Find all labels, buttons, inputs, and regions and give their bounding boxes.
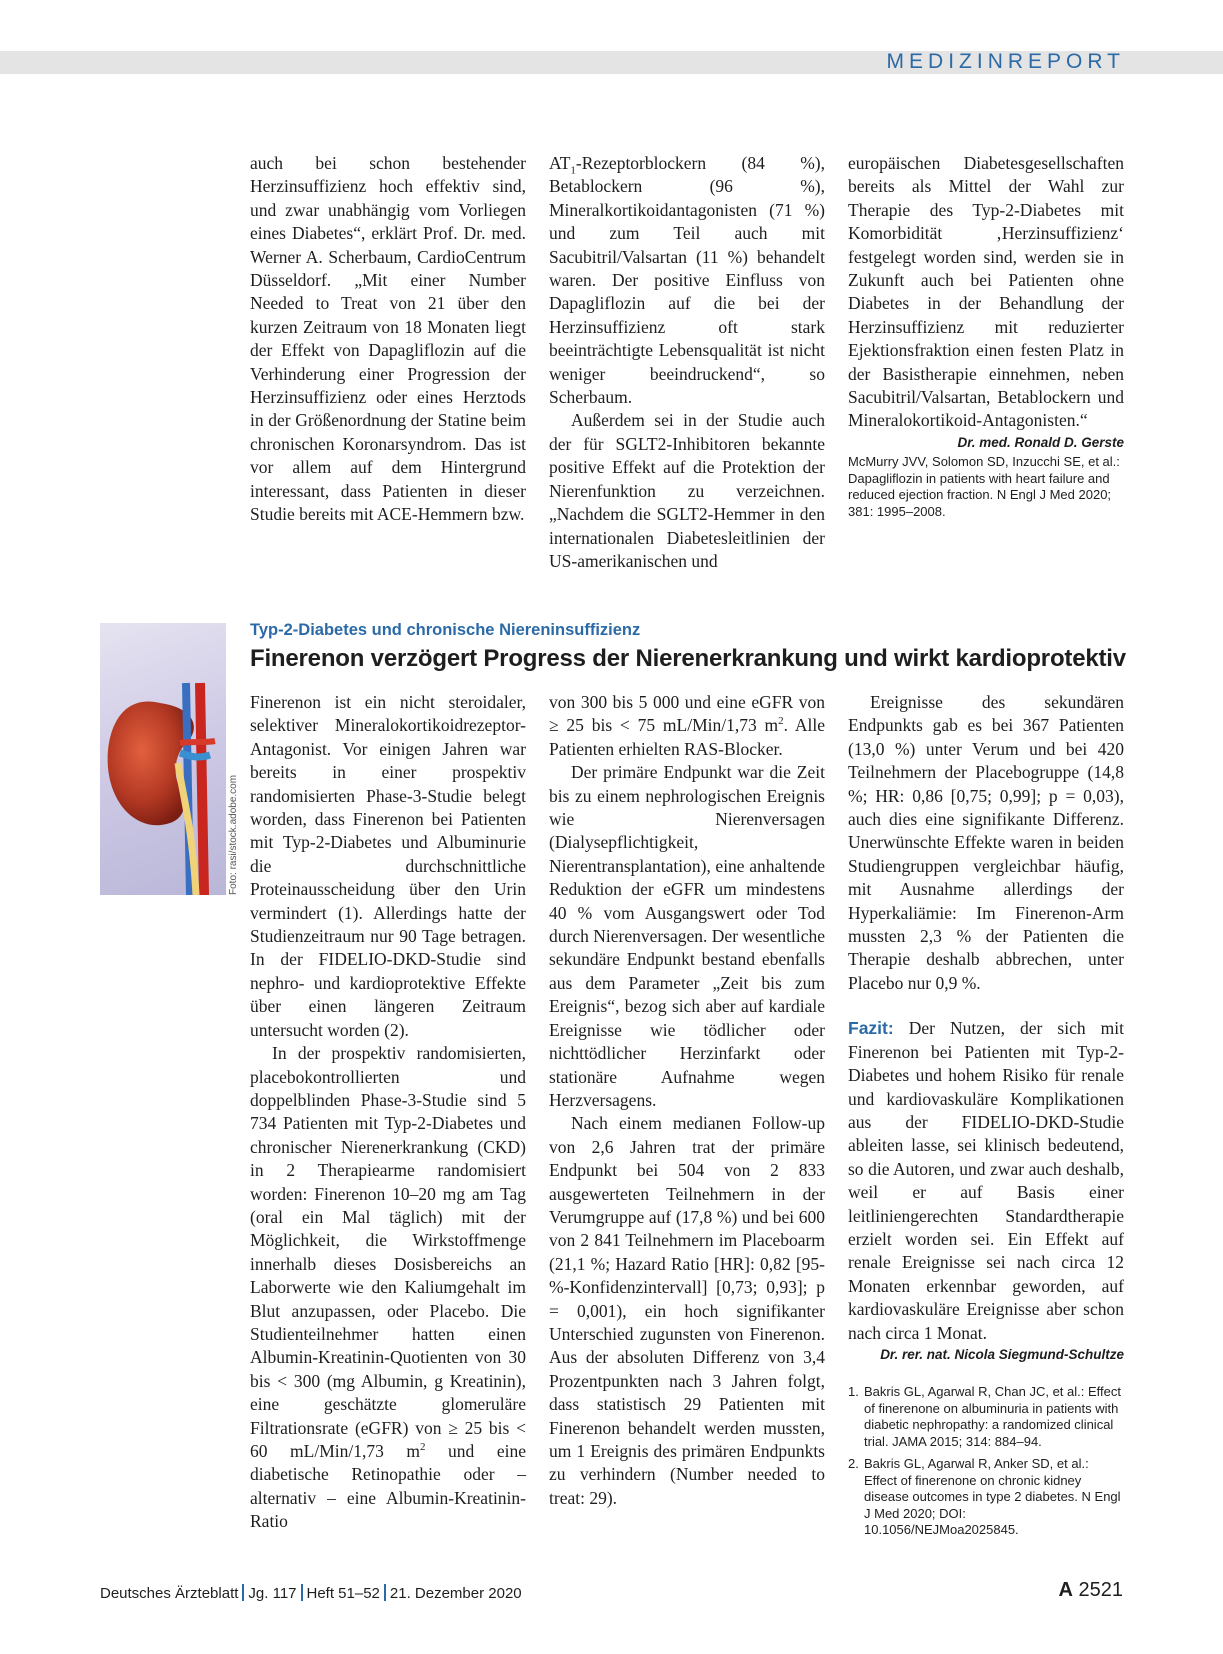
reference: McMurry JVV, Solomon SD, Inzucchi SE, et al.: Dapagliflozin in patients with heart failure and reduced ejection fraction. N Engl J Med 2020; 381: 1995–2008. bbox=[848, 454, 1120, 519]
text-span: europäischen Diabetesgesellschaften bereits als Mittel der Wahl zur Therapie des Typ-2-Diabetes mit Komorbidität ‚Herzinsuffizienz‘ festgelegt worden sind, werden sie in Zukunft auch bei Patienten ohne Diabetes in der Behandlung der Herzinsuffizienz mit reduzierter Ejektionsfraktion einen festen Platz in der Basistherapie einnehmen, neben Sacubitril/Valsartan, Betablockern und Mineralokortikoid-Antagonisten.“ bbox=[848, 153, 1124, 431]
paragraph bbox=[549, 152, 825, 409]
top-article-column-3 bbox=[848, 152, 1124, 520]
spacer bbox=[848, 995, 1124, 1017]
volume: Jg. 117 bbox=[248, 1585, 297, 1602]
article-kicker: Typ-2-Diabetes und chronische Niereninsuffizienz bbox=[250, 621, 641, 639]
text-span: . Alle Patienten erhielten RAS-Blocker. bbox=[549, 715, 825, 759]
reference-number: 2. bbox=[848, 1456, 859, 1472]
text-span: Der Nutzen, der sich mit Finerenon bei Patienten mit Typ-2-Diabetes und hohem Risiko für renale und kardiovaskuläre Komplikationen aus der FIDELIO-DKD-Studie ableiten lasse, sei klinisch bedeutend, so die Autoren, und zwar auch deshalb, weil er auf Basis einer leitliniengerechten Standardtherapie erzielt worden sei. Ein Effekt auf renale Ereignisse sei nach circa 12 Monaten erkennbar geworden, auf kardiovaskuläre Ereignisse aber schon nach circa 1 Monat. bbox=[848, 1018, 1124, 1343]
page-footer bbox=[100, 1584, 522, 1602]
author-byline: Dr. rer. nat. Nicola Siegmund-Schultze bbox=[880, 1346, 1124, 1362]
text-span: In der prospektiv randomisierten, placebokontrollierten und doppelblinden Phase-3-Studie sind 5 734 Patienten mit Typ-2-Diabetes und chronischer Nierenerkrankung (CKD) in 2 Therapiearme randomisiert worden: Finerenon 10–20 mg am Tag (oral ein Mal täglich) mit der Möglichkeit, die Wirkstoffmenge innerhalb dieses Dosisbereichs an Laborwerte wie den Kaliumgehalt im Blut anzupassen, oder Placebo. Die Studienteilnehmer hatten einen Albumin-Kreatinin-Quotienten von 30 bis < 300 (mg Albumin, g Kreatinin), eine geschätzte glomeruläre Filtrationsrate (eGFR) von ≥ 25 bis < 60 mL/Min/1,73 m bbox=[250, 1043, 526, 1461]
fazit-label: Fazit: bbox=[848, 1018, 894, 1039]
article-headline: Finerenon verzögert Progress der Nierenerkrankung und wirkt kardioprotektiv bbox=[250, 645, 1126, 672]
author-byline: Dr. med. Ronald D. Gerste bbox=[957, 434, 1124, 450]
top-article-column-1 bbox=[250, 152, 526, 527]
journal-name: Deutsches Ärzteblatt bbox=[100, 1585, 239, 1602]
page-number-value: 2521 bbox=[1078, 1579, 1123, 1601]
section-label: MEDIZINREPORT bbox=[886, 50, 1125, 73]
paragraph bbox=[848, 152, 1124, 433]
paragraph: Ereignisse des sekundären Endpunkts gab es bei 367 Patienten (13,0 %) unter Verum und bei 420 Teilnehmern der Placebogruppe (14,8 %; HR: 0,86 [0,75; 0,99]; p = 0,03), auch dies eine signifikante Differenz. Unerwünschte Effekte waren in beiden Studiengruppen vergleichbar häufig, mit Ausnahme allerdings der Hyperkaliämie: Im Finerenon-Arm mussten 2,3 % der Patienten die Therapie deshalb abbrechen, unter Placebo nur 0,9 %. bbox=[848, 692, 1124, 993]
photo-credit: Foto: rasi/stock.adobe.com bbox=[228, 774, 239, 895]
issue-date: 21. Dezember 2020 bbox=[389, 1585, 522, 1602]
fazit-paragraph bbox=[848, 1017, 1124, 1345]
article-column-2 bbox=[549, 691, 825, 1510]
reference-text: Bakris GL, Agarwal R, Anker SD, et al.: Effect of finerenone on chronic kidney disease outcomes in type 2 diabetes. N Engl J Med 2020; DOI: 10.1056/NEJMoa2025845. bbox=[864, 1456, 1121, 1538]
article-column-3 bbox=[848, 691, 1124, 1545]
paragraph bbox=[549, 691, 825, 761]
kidney-icon bbox=[100, 623, 226, 895]
text-span: von 300 bis 5 000 und eine eGFR von ≥ 25 bis < 75 mL/Min/1,73 m bbox=[549, 692, 825, 736]
text-span: AT bbox=[549, 153, 571, 173]
reference-number: 1. bbox=[848, 1384, 859, 1400]
reference-item bbox=[848, 1384, 1124, 1450]
superscript: 2 bbox=[420, 1441, 426, 1454]
footer-separator bbox=[384, 1584, 386, 1601]
paragraph: Nach einem medianen Follow-up von 2,6 Jahren trat der primäre Endpunkt bei 504 von 2 833 ausgewerteten Teilnehmern in der Verumgruppe auf (17,8 %) und bei 600 von 2 841 Teilnehmern im Placeboarm (21,1 %; Hazard Ratio [HR]: 0,82 [95-%-Konfidenzintervall] [0,73; 0,93]; p = 0,001), ein hoch signifikanter Unterschied zugunsten von Finerenon. Aus der absoluten Differenz von 3,4 Prozentpunkten nach 3 Jahren folgt, dass statistisch 29 Patienten mit Finerenon behandelt werden mussten, um 1 Ereignis des primären Endpunkts zu verhindern (Number needed to treat: 29). bbox=[549, 1113, 825, 1508]
kidney-illustration bbox=[100, 623, 226, 895]
paragraph bbox=[250, 1042, 526, 1534]
paragraph: Außerdem sei in der Studie auch der für SGLT2-Inhibitoren bekannte positive Effekt auf die Protektion der Nierenfunktion zu verzeichnen. „Nachdem die SGLT2-Hemmer in den internationalen Diabetesleitlinien der US-amerikanischen und bbox=[549, 410, 825, 571]
top-article-column-2 bbox=[549, 152, 825, 573]
reference-list bbox=[848, 1384, 1124, 1539]
reference-item bbox=[848, 1456, 1124, 1539]
paragraph: Finerenon ist ein nicht steroidaler, selektiver Mineralokortikoidrezeptor-Antagonist. Vor einigen Jahren war bereits in einer prospektiv randomisierten Phase-3-Studie belegt worden, dass Finerenon bei Patienten mit Typ-2-Diabetes und Albuminurie die durchschnittliche Proteinausscheidung über den Urin vermindert (1). Allerdings hatte der Studienzeitraum nur 90 Tage betragen. In der FIDELIO-DKD-Studie sind nephro- und kardioprotektive Effekte über einen längeren Zeitraum untersucht worden (2). bbox=[250, 692, 526, 1040]
footer-separator bbox=[301, 1584, 303, 1601]
page-prefix: A bbox=[1058, 1579, 1073, 1601]
text-span: und eine diabetische Retinopathie oder – alternativ – eine Albumin-Kreatinin-Ratio bbox=[250, 1441, 526, 1532]
page-number bbox=[1058, 1579, 1123, 1602]
paragraph: auch bei schon bestehender Herzinsuffizienz hoch effektiv sind, und zwar unabhängig vom Vorliegen eines Diabetes“, erklärt Prof. Dr. med. Werner A. Scherbaum, CardioCentrum Düsseldorf. „Mit einer Number Needed to Treat von 21 über den kurzen Zeitraum von 18 Monaten liegt der Effekt von Dapagliflozin auf die Verhinderung einer Progression der Herzinsuffizienz oder eines Herztods in der Größenordnung der Statine beim chronischen Koronarsyndrom. Das ist vor allem auf dem Hintergrund interessant, dass Patienten in dieser Studie bereits mit ACE-Hemmern bzw. bbox=[250, 153, 526, 525]
footer-separator bbox=[242, 1584, 244, 1601]
issue: Heft 51–52 bbox=[306, 1585, 380, 1602]
paragraph: Der primäre Endpunkt war die Zeit bis zu einem nephrologischen Ereignis wie Nierenversagen (Dialysepflichtigkeit, Nierentransplantation), eine anhaltende Reduktion der eGFR um mindestens 40 % vom Ausgangswert oder Tod durch Nierenversagen. Der wesentliche sekundäre Endpunkt bestand ebenfalls aus dem Parameter „Zeit bis zum Ereignis“, bezog sich aber auf kardiale Ereignisse wie tödlicher oder nichttödlicher Herzinfarkt oder stationäre Aufnahme wegen Herzversagens. bbox=[549, 762, 825, 1110]
text-span: -Rezeptorblockern (84 %), Betablockern (96 %), Mineralkortikoidantagonisten (71 %) und zum Teil auch mit Sacubitril/Valsartan (11 %) behandelt waren. Der positive Einfluss von Dapagliflozin auf die bei der Herzinsuffizienz oft stark beeinträchtigte Lebensqualität ist nicht weniger beeindruckend“, so Scherbaum. bbox=[549, 153, 825, 408]
subscript: 1 bbox=[570, 164, 576, 177]
reference-text: Bakris GL, Agarwal R, Chan JC, et al.: Effect of finerenone on albuminuria in patients with diabetic nephropathy: a randomized clinical trial. JAMA 2015; 314: 884–94. bbox=[864, 1384, 1121, 1449]
article-column-1 bbox=[250, 691, 526, 1534]
superscript: 2 bbox=[778, 715, 784, 728]
